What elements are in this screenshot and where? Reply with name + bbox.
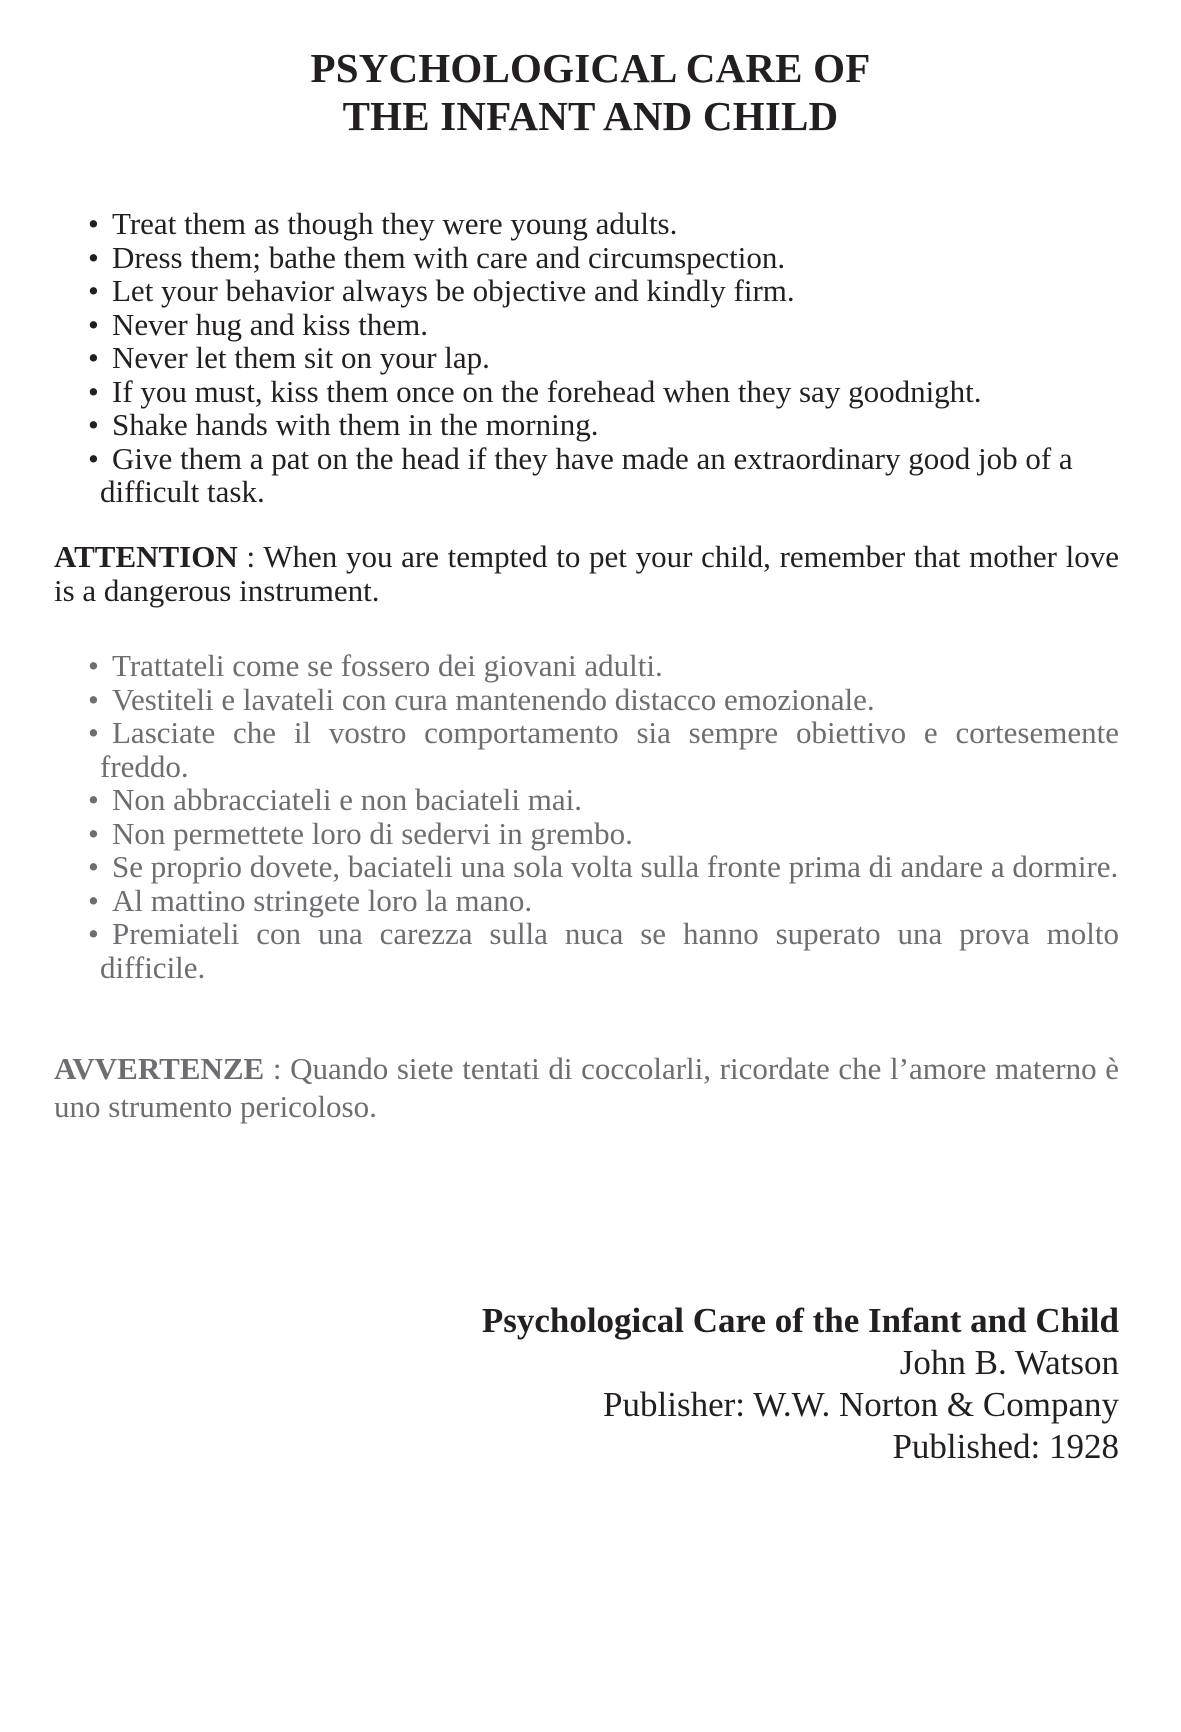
list-item-text: Shake hands with them in the morning. (112, 407, 599, 442)
avvertenze-text: Quando siete tentati di coccolarli, ricordate che l’amore materno è uno strumento pericoloso. (54, 1051, 1119, 1124)
list-item (54, 917, 1119, 984)
list-item (54, 308, 1119, 342)
list-item (54, 408, 1119, 442)
english-rules-section (54, 207, 1119, 509)
list-item-text: Non abbracciateli e non baciateli mai. (112, 782, 582, 817)
book-published-year: Published: 1928 (892, 1427, 1119, 1466)
list-item-text: Premiateli con una carezza sulla nuca se hanno superato una prova molto difficile. (100, 916, 1119, 985)
italian-rules-list (54, 649, 1119, 984)
list-item (54, 884, 1119, 918)
page-title (0, 44, 1181, 140)
page-title-line-2: THE INFANT AND CHILD (342, 93, 839, 139)
book-publisher: Publisher: W.W. Norton & Company (603, 1385, 1119, 1424)
list-item (54, 716, 1119, 783)
list-item-text: Give them a pat on the head if they have made an extraordinary good job of a difficult task. (100, 440, 1073, 509)
list-item-text: Never let them sit on your lap. (112, 340, 490, 375)
bullet-glyph: • (88, 715, 99, 750)
list-item (54, 341, 1119, 375)
list-item (54, 274, 1119, 308)
avvertenze-label: AVVERTENZE (54, 1051, 265, 1086)
note-separator: : (237, 539, 264, 574)
bullet-glyph: • (88, 849, 99, 884)
bullet-glyph: • (88, 306, 99, 342)
list-item-text: Never hug and kiss them. (112, 306, 428, 342)
attention-text: When you are tempted to pet your child, remember that mother love is a dangerous instrument. (54, 539, 1120, 608)
list-item-text: Vestiteli e lavateli con cura mantenendo distacco emozionale. (112, 681, 875, 717)
list-item-text: Se proprio dovete, baciateli una sola volta sulla fronte prima di andare a dormire. (112, 849, 1119, 884)
list-item-text: Dress them; bathe them with care and circumspection. (112, 239, 786, 275)
bullet-glyph: • (88, 440, 99, 476)
bullet-glyph: • (88, 340, 99, 375)
list-item-text: If you must, kiss them once on the forehead when they say goodnight. (112, 373, 982, 409)
bullet-glyph: • (88, 681, 99, 717)
list-item-text: Trattateli come se fossero dei giovani adulti. (112, 648, 663, 683)
list-item-text: Lasciate che il vostro comportamento sia sempre obiettivo e cortesemente freddo. (100, 715, 1119, 784)
list-item (54, 783, 1119, 817)
attention-label: ATTENTION (54, 539, 238, 574)
bullet-glyph: • (88, 373, 99, 409)
italian-rules-section (54, 649, 1119, 984)
avvertenze-note (54, 1050, 1119, 1126)
english-rules-list (54, 207, 1119, 509)
attention-note (54, 540, 1119, 608)
bullet-glyph: • (88, 648, 99, 683)
book-credits (482, 1300, 1119, 1468)
list-item (54, 207, 1119, 241)
book-title: Psychological Care of the Infant and Child (481, 1301, 1119, 1340)
list-item (54, 649, 1119, 683)
bullet-glyph: • (88, 815, 99, 851)
page-title-line-1: PSYCHOLOGICAL CARE OF (310, 45, 871, 91)
list-item-text: Treat them as though they were young adults. (112, 206, 678, 241)
bullet-glyph: • (88, 273, 99, 308)
list-item (54, 375, 1119, 409)
list-item (54, 817, 1119, 851)
list-item (54, 850, 1119, 884)
list-item-text: Al mattino stringete loro la mano. (112, 882, 533, 918)
list-item (54, 442, 1119, 509)
note-separator: : (264, 1051, 291, 1086)
list-item-text: Non permettete loro di sedervi in grembo. (112, 815, 633, 851)
list-item (54, 683, 1119, 717)
bullet-glyph: • (88, 916, 99, 951)
list-item (54, 241, 1119, 275)
bullet-glyph: • (88, 206, 99, 241)
bullet-glyph: • (88, 782, 99, 817)
list-item-text: Let your behavior always be objective and kindly firm. (112, 273, 795, 308)
bullet-glyph: • (88, 239, 99, 275)
bullet-glyph: • (88, 882, 99, 918)
book-author: John B. Watson (899, 1343, 1119, 1382)
bullet-glyph: • (88, 407, 99, 442)
